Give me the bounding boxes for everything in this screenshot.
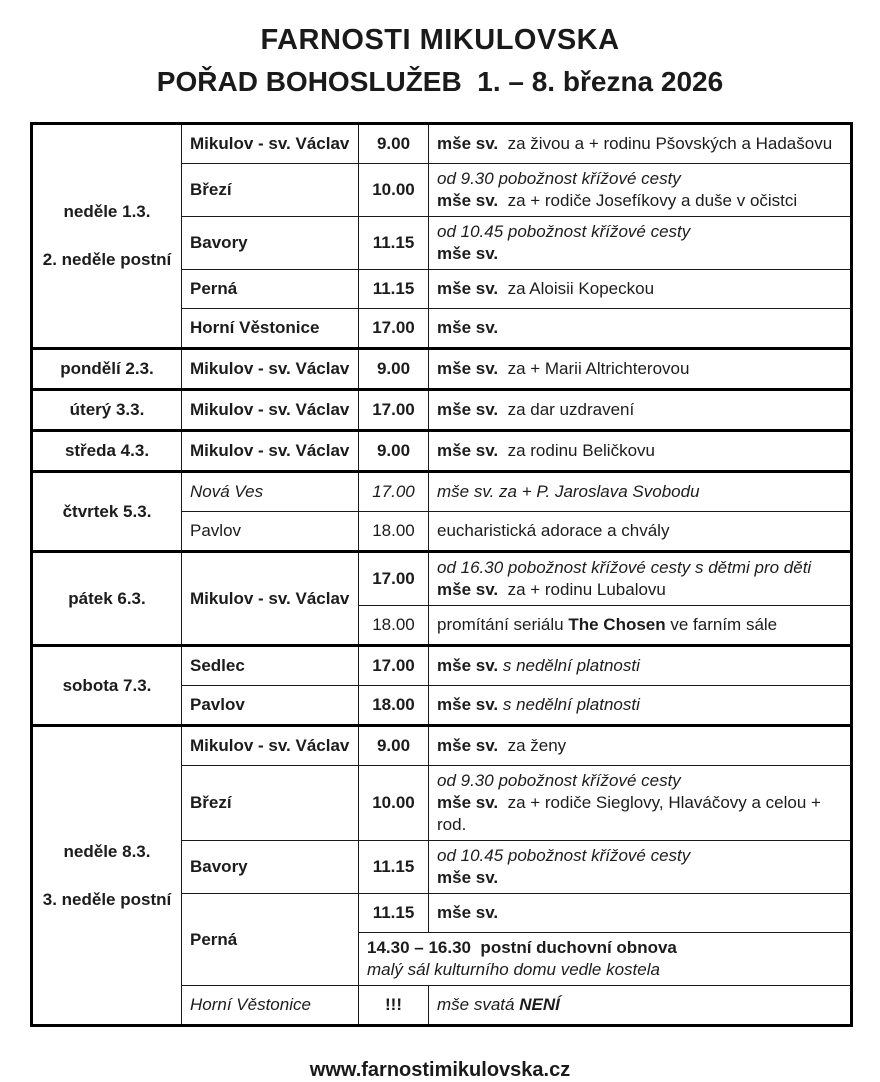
desc-segment: mše sv.	[437, 793, 499, 812]
place-cell: Mikulov - sv. Václav	[182, 390, 359, 431]
website-text: www.farnostimikulovska.cz	[309, 1059, 571, 1081]
desc-segment: The Chosen	[568, 615, 666, 634]
desc-line	[437, 792, 842, 836]
desc-line	[437, 168, 842, 190]
desc-segment: promítání seriálu	[437, 615, 569, 634]
desc-segment: od 9.30 pobožnost křížové cesty	[437, 771, 681, 790]
desc-segment: s nedělní platnosti	[498, 695, 640, 714]
time-cell: 10.00	[359, 766, 429, 841]
desc-cell	[429, 512, 852, 552]
schedule-section	[32, 726, 852, 1026]
desc-segment: za + Marii Altrichterovou	[498, 359, 690, 378]
schedule-section	[32, 124, 852, 349]
place-cell: Mikulov - sv. Václav	[182, 349, 359, 390]
day-label: 2. neděle postní	[42, 250, 172, 269]
desc-segment: NENÍ	[519, 995, 560, 1014]
desc-segment: mše sv.	[437, 903, 499, 922]
time-cell: 9.00	[359, 726, 429, 766]
desc-segment: mše sv. za + P. Jaroslava Svobodu	[437, 482, 700, 501]
table-row	[32, 349, 852, 390]
desc-segment: mše sv.	[437, 134, 499, 153]
desc-segment: 14.30 – 16.30 postní duchovní obnova	[367, 938, 677, 957]
desc-segment: malý sál kulturního domu vedle kostela	[367, 960, 660, 979]
day-label: pátek 6.3.	[68, 588, 146, 608]
desc-line	[437, 358, 842, 380]
day-label: sobota 7.3.	[62, 675, 152, 695]
desc-segment: mše sv.	[437, 868, 499, 887]
desc-line	[367, 937, 842, 959]
schedule-section	[32, 552, 852, 646]
desc-line	[437, 770, 842, 792]
place-cell: Mikulov - sv. Václav	[182, 431, 359, 472]
desc-line	[367, 959, 842, 981]
desc-cell	[429, 390, 852, 431]
time-cell: 9.00	[359, 431, 429, 472]
desc-line	[437, 243, 842, 265]
desc-cell	[429, 841, 852, 894]
desc-line	[437, 133, 842, 155]
time-cell: 11.15	[359, 894, 429, 933]
schedule-section	[32, 390, 852, 431]
desc-segment: za + rodinu Lubalovu	[498, 580, 666, 599]
day-cell	[32, 646, 182, 726]
desc-cell	[429, 606, 852, 646]
desc-segment: za ženy	[498, 736, 567, 755]
place-cell: Horní Věstonice	[182, 986, 359, 1026]
desc-cell	[429, 309, 852, 349]
place-cell: Mikulov - sv. Václav	[182, 124, 359, 164]
desc-segment: za + rodiče Josefíkovy a duše v očistci	[498, 191, 798, 210]
desc-segment: za dar uzdravení	[498, 400, 635, 419]
desc-line	[437, 440, 842, 462]
desc-segment: za Aloisii Kopeckou	[498, 279, 655, 298]
desc-line	[437, 845, 842, 867]
desc-segment: mše sv.	[437, 400, 499, 419]
table-row	[32, 552, 852, 606]
schedule-table	[30, 122, 853, 1027]
desc-cell	[429, 686, 852, 726]
desc-segment: od 16.30 pobožnost křížové cesty s dětmi pro děti	[437, 558, 812, 577]
table-row	[32, 646, 852, 686]
desc-segment: ve farním sále	[665, 615, 778, 634]
place-cell: Mikulov - sv. Václav	[182, 726, 359, 766]
time-cell: 9.00	[359, 349, 429, 390]
day-label: neděle 1.3.	[63, 202, 151, 221]
desc-line	[437, 994, 842, 1016]
day-cell	[32, 726, 182, 1026]
desc-line	[437, 278, 842, 300]
desc-cell	[429, 217, 852, 270]
document-page	[0, 24, 880, 1081]
desc-cell	[429, 726, 852, 766]
desc-cell	[429, 552, 852, 606]
place-cell: Nová Ves	[182, 472, 359, 512]
desc-cell	[429, 894, 852, 933]
desc-segment: mše sv.	[437, 656, 499, 675]
schedule-section	[32, 472, 852, 552]
time-cell: 18.00	[359, 512, 429, 552]
desc-segment: mše sv.	[437, 191, 499, 210]
time-cell: 17.00	[359, 646, 429, 686]
place-cell: Březí	[182, 766, 359, 841]
day-cell	[32, 472, 182, 552]
desc-segment: mše sv.	[437, 244, 499, 263]
desc-segment: za rodinu Beličkovu	[498, 441, 655, 460]
desc-cell	[429, 646, 852, 686]
time-cell: 17.00	[359, 552, 429, 606]
desc-line	[437, 557, 842, 579]
desc-cell	[429, 766, 852, 841]
day-cell	[32, 349, 182, 390]
place-cell: Horní Věstonice	[182, 309, 359, 349]
desc-cell	[429, 472, 852, 512]
desc-line	[437, 190, 842, 212]
day-cell	[32, 552, 182, 646]
desc-line	[437, 867, 842, 889]
desc-segment: mše sv.	[437, 318, 499, 337]
day-cell	[32, 124, 182, 349]
desc-segment: mše sv.	[437, 695, 499, 714]
desc-segment: od 10.45 pobožnost křížové cesty	[437, 846, 691, 865]
table-row	[32, 124, 852, 164]
table-row	[32, 472, 852, 512]
time-cell: 11.15	[359, 270, 429, 309]
day-label: neděle 8.3.	[63, 841, 151, 861]
desc-segment: mše sv.	[437, 279, 499, 298]
desc-line	[437, 579, 842, 601]
desc-segment: mše sv.	[437, 441, 499, 460]
desc-line	[437, 317, 842, 339]
place-cell: Perná	[182, 270, 359, 309]
desc-cell	[429, 164, 852, 217]
schedule-section	[32, 431, 852, 472]
place-cell: Pavlov	[182, 686, 359, 726]
desc-line	[437, 520, 842, 542]
merged-time-desc-cell	[359, 933, 852, 986]
time-cell: 17.00	[359, 309, 429, 349]
page-title: FARNOSTI MIKULOVSKA	[260, 24, 620, 56]
place-cell: Březí	[182, 164, 359, 217]
schedule-section	[32, 646, 852, 726]
place-cell: Sedlec	[182, 646, 359, 686]
desc-line	[437, 399, 842, 421]
desc-cell	[429, 270, 852, 309]
time-cell: 17.00	[359, 390, 429, 431]
desc-line	[437, 735, 842, 757]
desc-segment: mše sv.	[437, 580, 499, 599]
desc-segment: s nedělní platnosti	[498, 656, 640, 675]
desc-cell	[429, 431, 852, 472]
desc-segment: od 10.45 pobožnost křížové cesty	[437, 222, 691, 241]
day-cell	[32, 431, 182, 472]
table-row	[32, 431, 852, 472]
place-cell: Mikulov - sv. Václav	[182, 552, 359, 646]
day-label: pondělí 2.3.	[60, 359, 154, 378]
desc-line	[437, 221, 842, 243]
place-cell: Bavory	[182, 217, 359, 270]
time-cell: !!!	[359, 986, 429, 1026]
desc-cell	[429, 349, 852, 390]
place-cell: Perná	[182, 894, 359, 986]
desc-segment: eucharistická adorace a chvály	[437, 521, 670, 540]
day-label: středa 4.3.	[64, 441, 150, 460]
time-cell: 18.00	[359, 686, 429, 726]
time-cell: 18.00	[359, 606, 429, 646]
day-label: úterý 3.3.	[69, 400, 145, 419]
day-label: 3. neděle postní	[42, 889, 172, 909]
place-cell: Bavory	[182, 841, 359, 894]
desc-line	[437, 694, 842, 716]
page-subtitle: POŘAD BOHOSLUŽEB 1. – 8. března 2026	[156, 66, 724, 97]
time-cell: 11.15	[359, 217, 429, 270]
time-cell: 10.00	[359, 164, 429, 217]
desc-segment: za + rodiče Sieglovy, Hlaváčovy a celou + rod.	[437, 793, 826, 834]
desc-segment: od 9.30 pobožnost křížové cesty	[437, 169, 681, 188]
time-cell: 11.15	[359, 841, 429, 894]
table-row	[32, 390, 852, 431]
desc-cell	[429, 124, 852, 164]
desc-segment: za živou a + rodinu Pšovských a Hadašovu	[498, 134, 833, 153]
day-label: čtvrtek 5.3.	[62, 501, 152, 521]
desc-segment: mše sv.	[437, 359, 499, 378]
time-cell: 17.00	[359, 472, 429, 512]
day-cell	[32, 390, 182, 431]
table-row	[32, 726, 852, 766]
time-cell: 9.00	[359, 124, 429, 164]
desc-line	[437, 655, 842, 677]
place-cell: Pavlov	[182, 512, 359, 552]
desc-line	[437, 614, 842, 636]
desc-cell	[429, 986, 852, 1026]
desc-line	[437, 481, 842, 503]
desc-segment: mše sv.	[437, 736, 499, 755]
desc-segment: mše svatá	[437, 995, 520, 1014]
schedule-section	[32, 349, 852, 390]
desc-line	[437, 902, 842, 924]
